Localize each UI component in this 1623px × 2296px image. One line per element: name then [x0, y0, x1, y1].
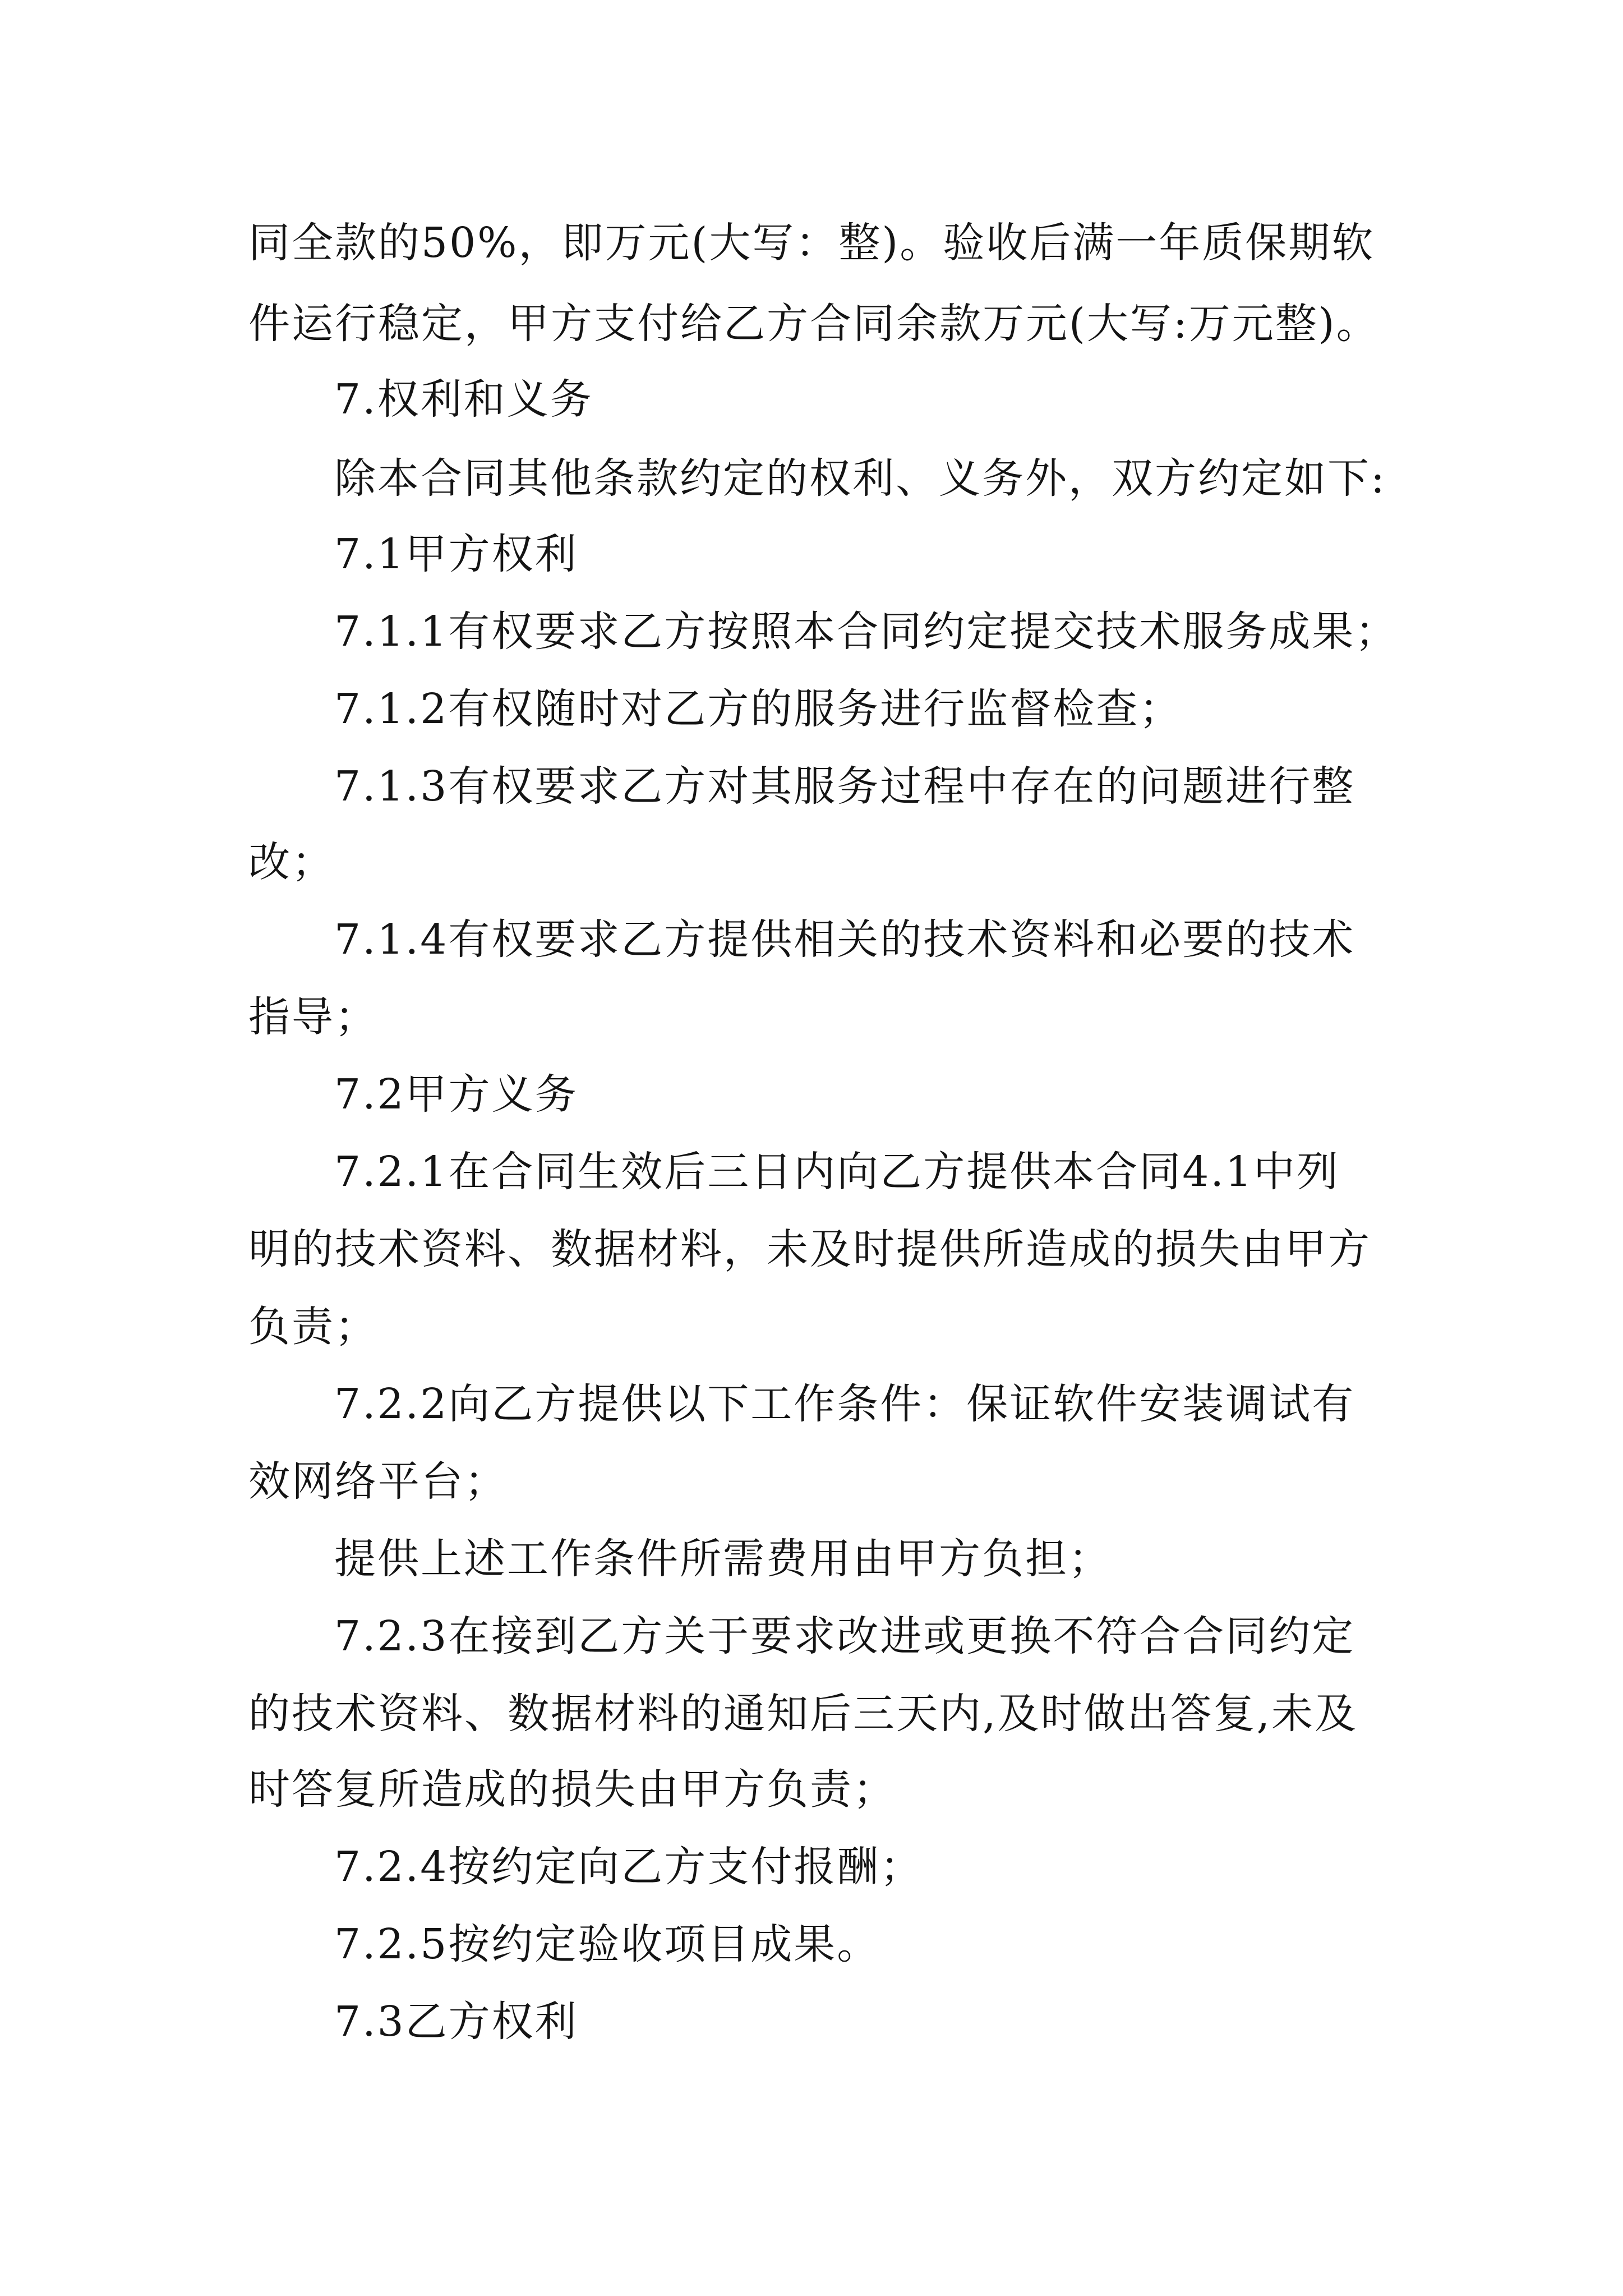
- text-line: 件运行稳定，甲方支付给乙方合同余款万元(大写:万元整)。: [248, 300, 1380, 348]
- section-heading: 7.权利和义务: [334, 375, 593, 424]
- text-line: 同全款的50%，即万元(大写：整)。验收后满一年质保期软: [248, 219, 1375, 267]
- text-line: 7.1.4有权要求乙方提供相关的技术资料和必要的技术: [334, 915, 1355, 964]
- section-heading: 7.1甲方权利: [334, 530, 578, 578]
- text-line: 7.2.2向乙方提供以下工作条件：保证软件安装调试有: [334, 1380, 1355, 1428]
- text-line: 指导；: [248, 993, 378, 1041]
- text-line: 7.2.4按约定向乙方支付报酬；: [334, 1843, 924, 1891]
- text-line: 负责；: [248, 1303, 378, 1351]
- text-line: 除本合同其他条款约定的权利、义务外，双方约定如下:: [334, 454, 1386, 503]
- text-line: 7.2.3在接到乙方关于要求改进或更换不符合合同约定: [334, 1612, 1355, 1660]
- text-line: 7.1.2有权随时对乙方的服务进行监督检查；: [334, 685, 1183, 733]
- text-line: 的技术资料、数据材料的通知后三天内,及时做出答复,未及: [248, 1690, 1358, 1738]
- text-line: 时答复所造成的损失由甲方负责；: [248, 1765, 896, 1814]
- text-line: 明的技术资料、数据材料，未及时提供所造成的损失由甲方: [248, 1225, 1371, 1273]
- text-line: 7.2.1在合同生效后三日内向乙方提供本合同4.1中列: [334, 1148, 1340, 1196]
- text-line: 7.2.5按约定验收项目成果。: [334, 1920, 880, 1968]
- text-line: 效网络平台；: [248, 1457, 508, 1506]
- section-heading: 7.3乙方权利: [334, 1998, 578, 2046]
- text-line: 7.1.1有权要求乙方按照本合同约定提交技术服务成果；: [334, 608, 1399, 656]
- section-heading: 7.2甲方义务: [334, 1070, 578, 1119]
- text-line: 7.1.3有权要求乙方对其服务过程中存在的问题进行整: [334, 762, 1355, 811]
- text-line: 改；: [248, 838, 335, 886]
- text-line: 提供上述工作条件所需费用由甲方负担；: [334, 1535, 1112, 1583]
